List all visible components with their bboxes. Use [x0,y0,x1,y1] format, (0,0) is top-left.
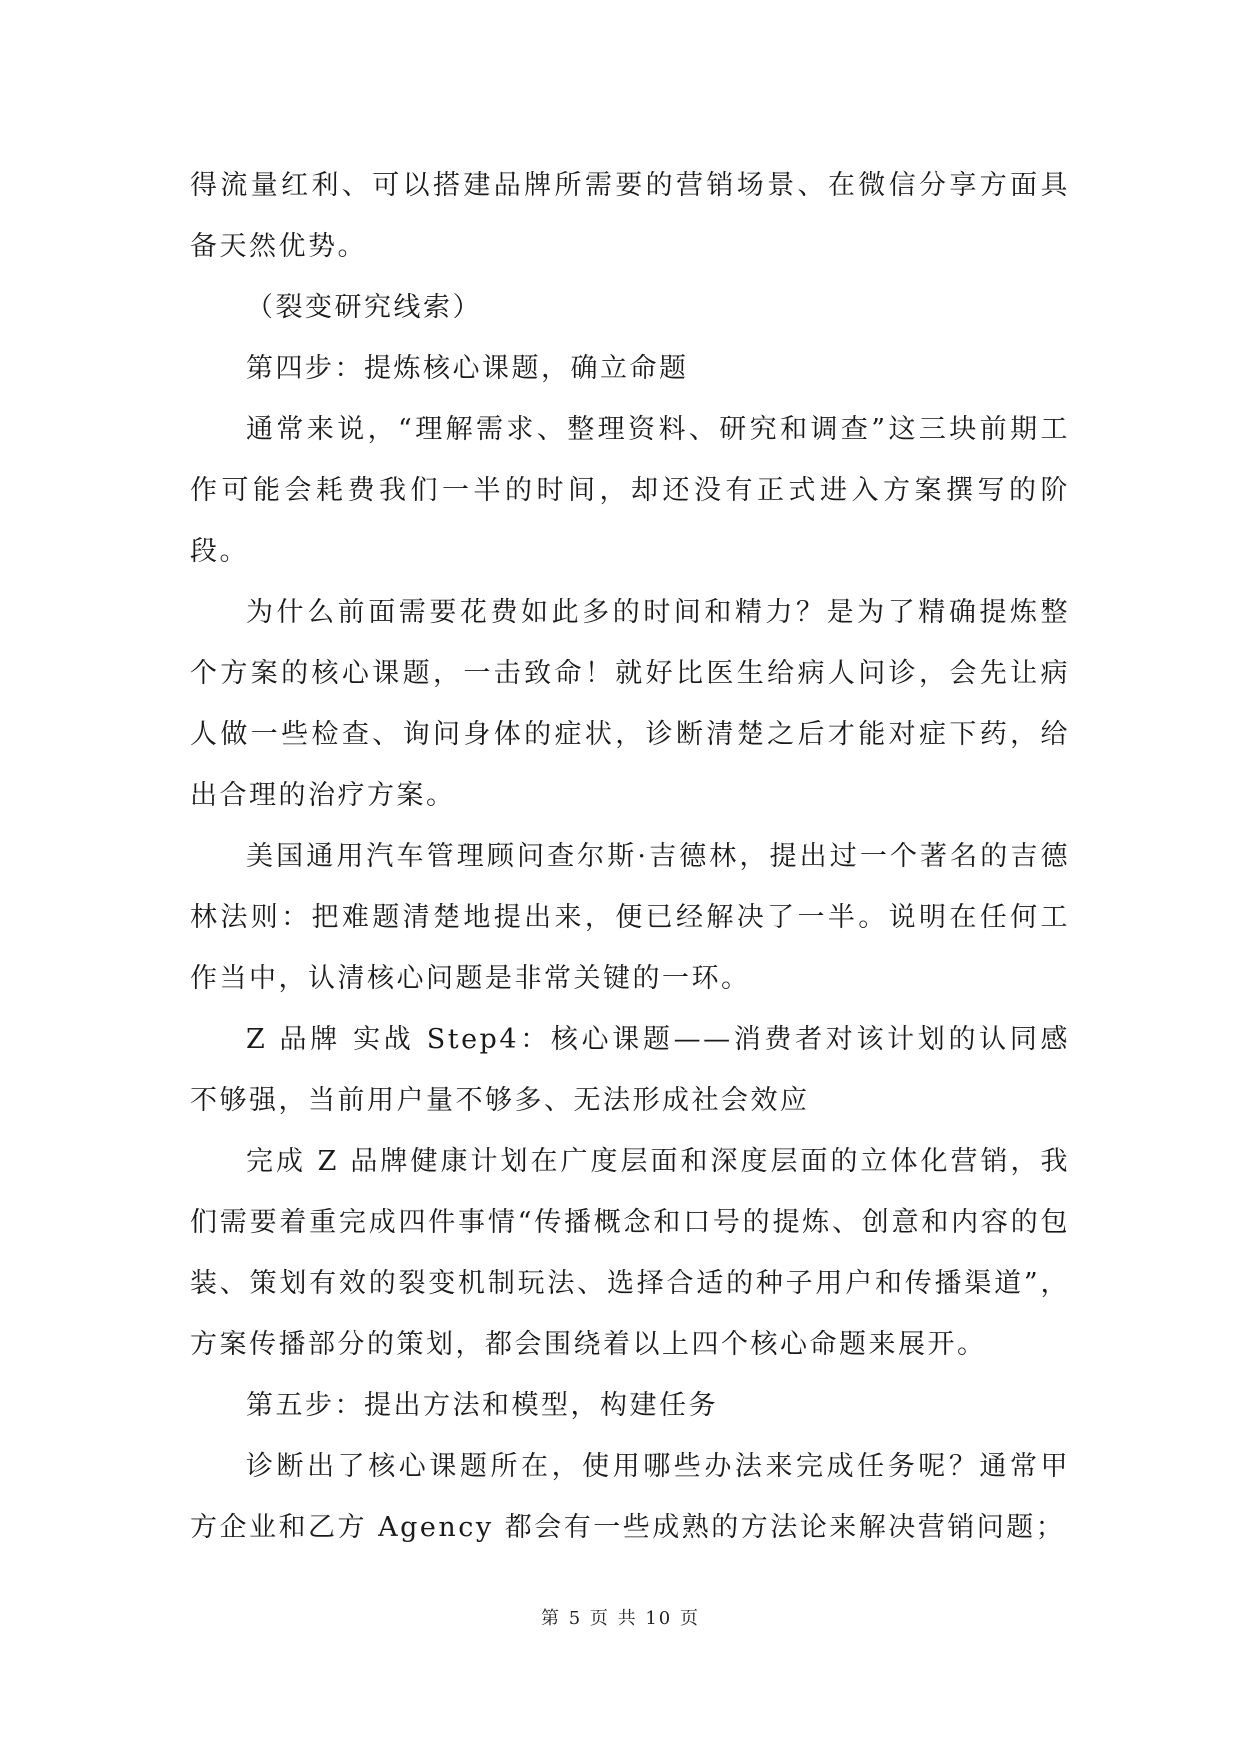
paragraph: 诊断出了核心课题所在，使用哪些办法来完成任务呢？通常甲方企业和乙方 Agency 都会有一些成熟的方法论来解决营销问题； [190,1451,1070,1543]
paragraph: 完成 Z 品牌健康计划在广度层面和深度层面的立体化营销，我们需要着重完成四件事情“传播概念和口号的提炼、创意和内容的包装、策划有效的裂变机制玩法、选择合适的种子用户和传播渠道”，方案传播部分的策划，都会围绕着以上四个核心命题来展开。 [190,1146,1070,1360]
paragraph-case-step4: Z 品牌 实战 Step4：核心课题——消费者对该计划的认同感不够强，当前用户量不够多、无法形成社会效应 [190,1024,1070,1116]
step-four-heading: 第四步：提炼核心课题，确立命题 [246,353,689,384]
step-five-heading: 第五步：提出方法和模型，构建任务 [246,1390,718,1421]
page-number-footer: 第 5 页 共 10 页 [541,1608,700,1629]
paragraph-note: （裂变研究线索） [246,292,482,323]
paragraph-continued: 得流量红利、可以搭建品牌所需要的营销场景、在微信分享方面具备天然优势。 [190,170,1070,262]
paragraph: 为什么前面需要花费如此多的时间和精力？是为了精确提炼整个方案的核心课题，一击致命！就好比医生给病人问诊，会先让病人做一些检查、询问身体的症状，诊断清楚之后才能对症下药，给出合理的治疗方案。 [190,597,1070,811]
document-body [190,155,1070,1558]
paragraph: 美国通用汽车管理顾问查尔斯·吉德林，提出过一个著名的吉德林法则：把难题清楚地提出来，便已经解决了一半。说明在任何工作当中，认清核心问题是非常关键的一环。 [190,841,1070,994]
paragraph: 通常来说，“理解需求、整理资料、研究和调查”这三块前期工作可能会耗费我们一半的时间，却还没有正式进入方案撰写的阶段。 [190,414,1070,567]
